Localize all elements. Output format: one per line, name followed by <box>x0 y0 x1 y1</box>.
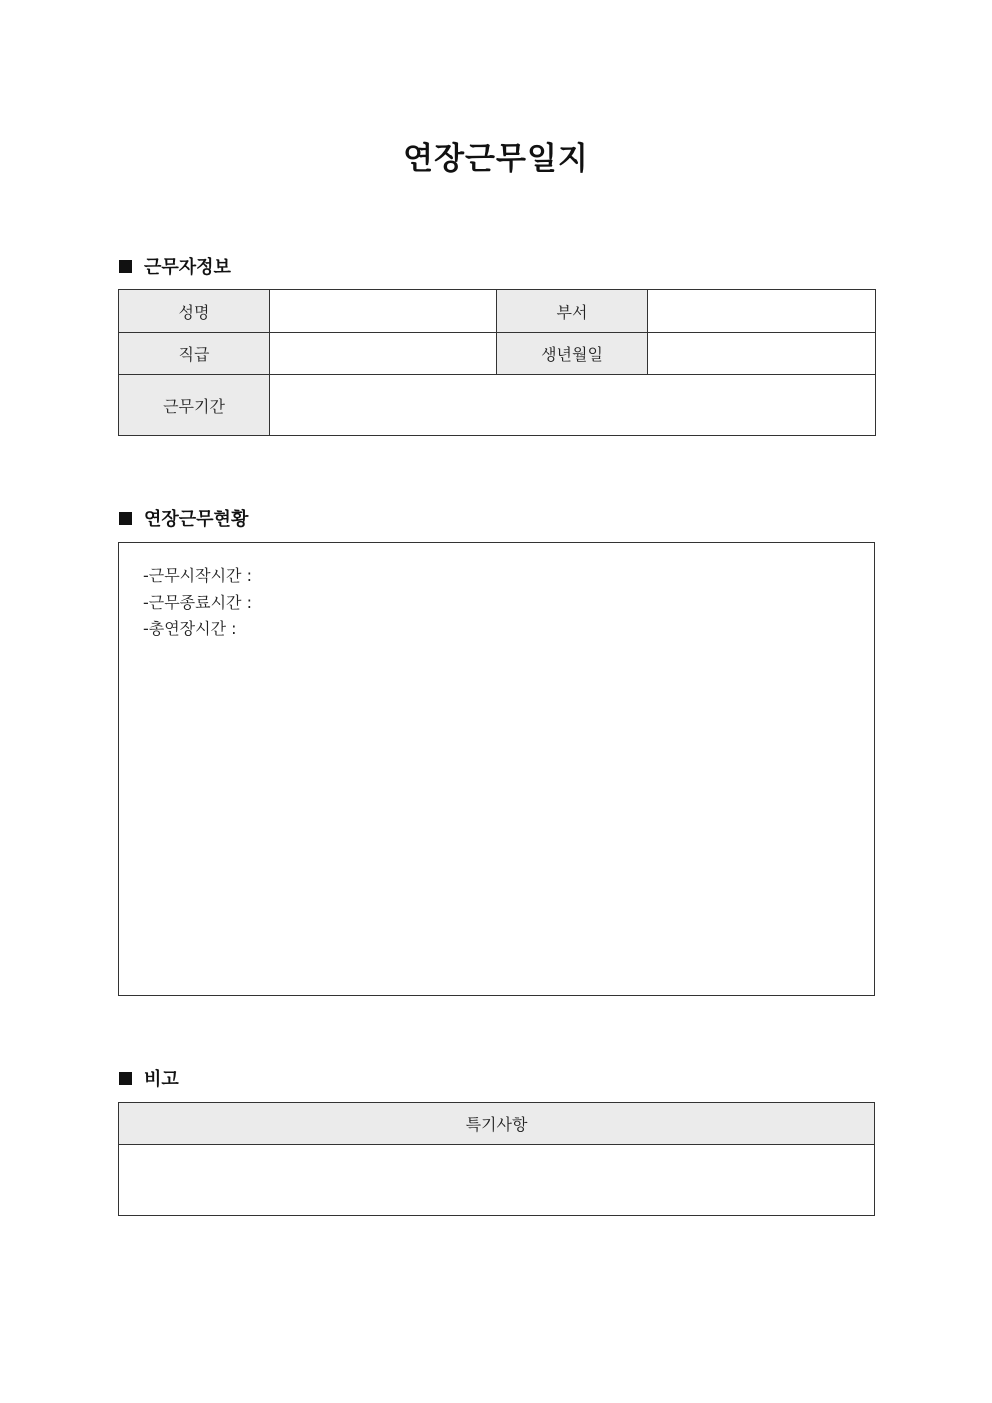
overtime-status-lines <box>143 563 252 643</box>
special-notes-field[interactable] <box>119 1145 875 1216</box>
table-row <box>119 290 876 333</box>
worker-info-table <box>118 289 876 436</box>
square-bullet-icon <box>119 1072 132 1085</box>
overtime-status-heading-text: 연장근무현황 <box>144 509 249 530</box>
dept-field[interactable] <box>648 290 876 333</box>
square-bullet-icon <box>119 512 132 525</box>
name-label: 성명 <box>119 290 270 333</box>
period-label: 근무기간 <box>119 375 270 436</box>
square-bullet-icon <box>119 260 132 273</box>
birth-label: 생년월일 <box>497 333 648 375</box>
birth-field[interactable] <box>648 333 876 375</box>
table-row <box>119 1103 875 1145</box>
special-notes-label: 특기사항 <box>119 1103 875 1145</box>
end-time-line: -근무종료시간 : <box>143 592 252 612</box>
position-label: 직급 <box>119 333 270 375</box>
document-title: 연장근무일지 <box>403 141 589 177</box>
table-row <box>119 333 876 375</box>
overtime-status-heading <box>119 505 248 531</box>
start-time-line: -근무시작시간 : <box>143 566 252 585</box>
worker-info-heading <box>119 253 231 279</box>
overtime-status-box[interactable] <box>118 542 875 996</box>
remarks-table <box>118 1102 875 1216</box>
remarks-heading <box>119 1065 179 1091</box>
period-field[interactable] <box>270 375 876 436</box>
worker-info-heading-text: 근무자정보 <box>144 257 231 278</box>
dept-label: 부서 <box>497 290 648 333</box>
remarks-heading-text: 비고 <box>144 1069 179 1090</box>
name-field[interactable] <box>270 290 497 333</box>
total-overtime-line: -총연장시간 : <box>143 619 237 638</box>
table-row <box>119 1145 875 1216</box>
position-field[interactable] <box>270 333 497 375</box>
table-row <box>119 375 876 436</box>
